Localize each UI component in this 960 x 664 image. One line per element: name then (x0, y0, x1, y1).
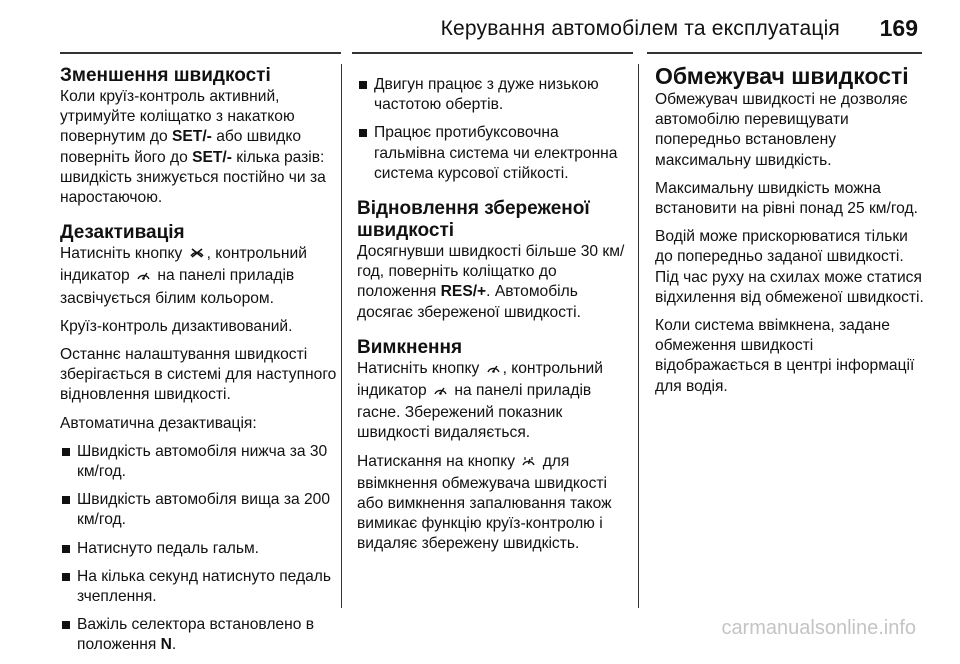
column-3 (655, 58, 925, 405)
auto-deactivation-list (60, 442, 344, 656)
list-item: Натиснуто педаль гальм. (60, 539, 344, 559)
header-rule-col2 (352, 52, 633, 54)
deactivation-text: Натисніть кнопку , контрольний індикатор на панелі приладів засвічується білим кольором. (60, 245, 307, 307)
page-header (0, 0, 960, 54)
column-divider-2 (638, 64, 639, 608)
header-rule-col3 (647, 52, 922, 54)
section-title-resume: Відновлення збереженої швидкості (357, 198, 590, 242)
page-number: 169 (879, 15, 918, 41)
list-item: Двигун працює з дуже низькою частотою обертів. (357, 75, 633, 115)
deactivation-status: Круїз-контроль дизактивований. (60, 317, 293, 335)
auto-deactivation-label: Автоматична дезактивація: (60, 414, 257, 432)
list-item: Швидкість автомобіля нижча за 30 км/год. (60, 442, 344, 482)
column-1 (60, 58, 344, 664)
list-item: Швидкість автомобіля вища за 200 км/год. (60, 490, 344, 530)
cruise-off-icon (189, 246, 205, 266)
watermark: carmanualsonline.info (721, 617, 916, 639)
section-title-switch-off: Вимкнення (357, 336, 463, 358)
cruise-control-icon (486, 361, 501, 381)
list-item: На кілька секунд натиснуто педаль зчеплення. (60, 567, 344, 607)
section-title-speed-reduction: Зменшення швидкості (60, 65, 271, 86)
limiter-driving: Водій може прискорюватися тільки до попередньо заданої швидкості. Під час руху на схилах може статися відхилення від обмеженої швидкості. (655, 228, 924, 306)
header-title: Керування автомобілем та експлуатація (440, 17, 840, 40)
column-2 (357, 58, 633, 563)
deactivation-memory: Останнє налаштування швидкості зберігається в системі для наступного відновлення швидкості. (60, 346, 337, 404)
cruise-indicator-icon (433, 383, 448, 403)
switch-off-text: Натисніть кнопку , контрольний індикатор на панелі приладів гасне. Збережений показник швидкості видаляється. (357, 359, 603, 442)
limiter-display: Коли система ввімкнена, задане обмеження швидкості відображається в центрі інформації для водія. (655, 317, 915, 395)
switch-off-limiter-text: Натискання на кнопку для ввімкнення обмежувача швидкості або вимкнення запалювання також вимикає функцію круїз-контролю і видаляє збережену швидкість. (357, 452, 612, 553)
section-title-deactivation: Дезактивація (60, 222, 185, 244)
speed-limiter-icon (521, 454, 536, 474)
auto-deactivation-list-cont (357, 75, 633, 184)
section-title-speed-limiter: Обмежувач швидкості (655, 63, 909, 89)
list-item: Важіль селектора встановлено в положення N. (60, 615, 344, 655)
cruise-indicator-icon (136, 268, 151, 288)
list-item: Працює протибуксовочна гальмівна система чи електронна система курсової стійкості. (357, 123, 633, 184)
limiter-intro: Обмежувач швидкості не дозволяє автомобілю перевищувати попередньо встановлену максимальну швидкість. (655, 91, 908, 169)
header-rule-col1 (60, 52, 341, 54)
speed-reduction-text: Коли круїз-контроль активний, утримуйте коліщатко з накаткою повернутим до SET/- або швидко поверніть його до SET/- кілька разів: швидкість знижується постійно чи за наростаючою. (60, 88, 326, 207)
limiter-max-speed: Максимальну швидкість можна встановити на рівні понад 25 км/год. (655, 179, 918, 218)
resume-text: Досягнувши швидкості більше 30 км/год, поверніть коліщатко до положення RES/+. Автомобіль досягає збереженої швидкості. (357, 243, 625, 321)
